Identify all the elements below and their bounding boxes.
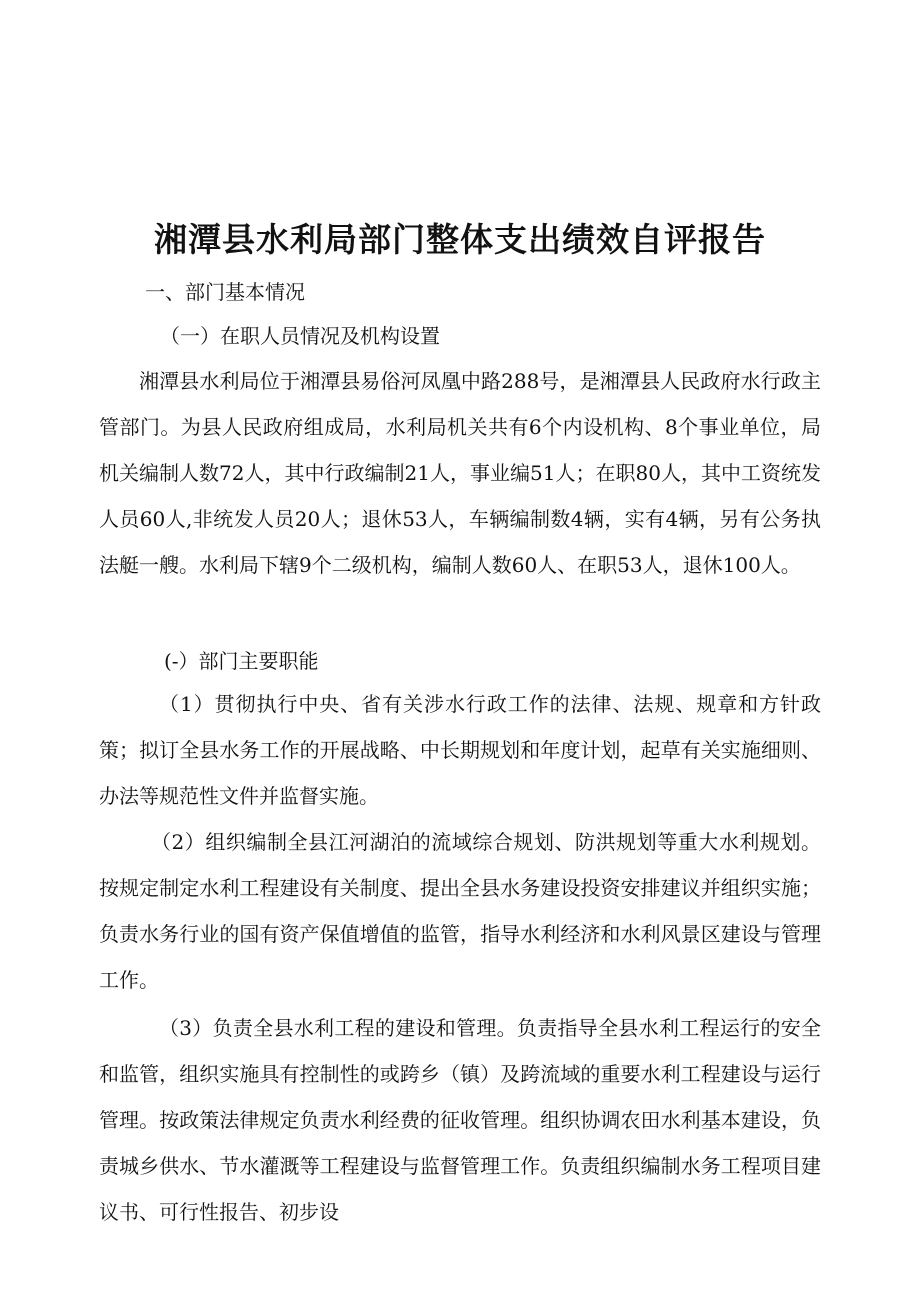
paragraph-duty-2: （2）组织编制全县江河湖泊的流域综合规划、防洪规划等重大水利规划。按规定制定水利工程建设有关制度、提出全县水务建设投资安排建议并组织实施；负责水务行业的国有资产保值增值的监管，指导水利经济和水利风景区建设与管理工作。: [99, 830, 821, 992]
section-heading-basic-info: 一、部门基本情况: [145, 280, 305, 304]
subsection-heading-duties: (-）部门主要职能: [164, 649, 319, 673]
paragraph-staff-overview: 湘潭县水利局位于湘潭县易俗河凤凰中路288号，是湘潭县人民政府水行政主管部门。为县人民政府组成局，水利局机关共有6个内设机构、8个事业单位，局机关编制人数72人，其中行政编制21人，事业编51人；在职80人，其中工资统发人员60人,非统发人员20人；退休53人，车辆编制数4辆，实有4辆，另有公务执法艇一艘。水利局下辖9个二级机构，编制人数60人、在职53人，退休100人。: [99, 369, 821, 577]
paragraph-duty-1: （1）贯彻执行中央、省有关涉水行政工作的法律、法规、规章和方针政策；拟订全县水务工作的开展战略、中长期规划和年度计划，起草有关实施细则、办法等规范性文件并监督实施。: [99, 692, 821, 808]
subsection-heading-staff: （一）在职人员情况及机构设置: [160, 324, 440, 348]
paragraph-duty-3: （3）负责全县水利工程的建设和管理。负责指导全县水利工程运行的安全和监管，组织实施具有控制性的或跨乡（镇）及跨流域的重要水利工程建设与运行管理。按政策法律规定负责水利经费的征收管理。组织协调农田水利基本建设，负责城乡供水、节水灌溉等工程建设与监督管理工作。负责组织编制水务工程项目建议书、可行性报告、初步设: [99, 1016, 821, 1224]
document-title: 湘潭县水利局部门整体支出绩效自评报告: [154, 220, 766, 259]
